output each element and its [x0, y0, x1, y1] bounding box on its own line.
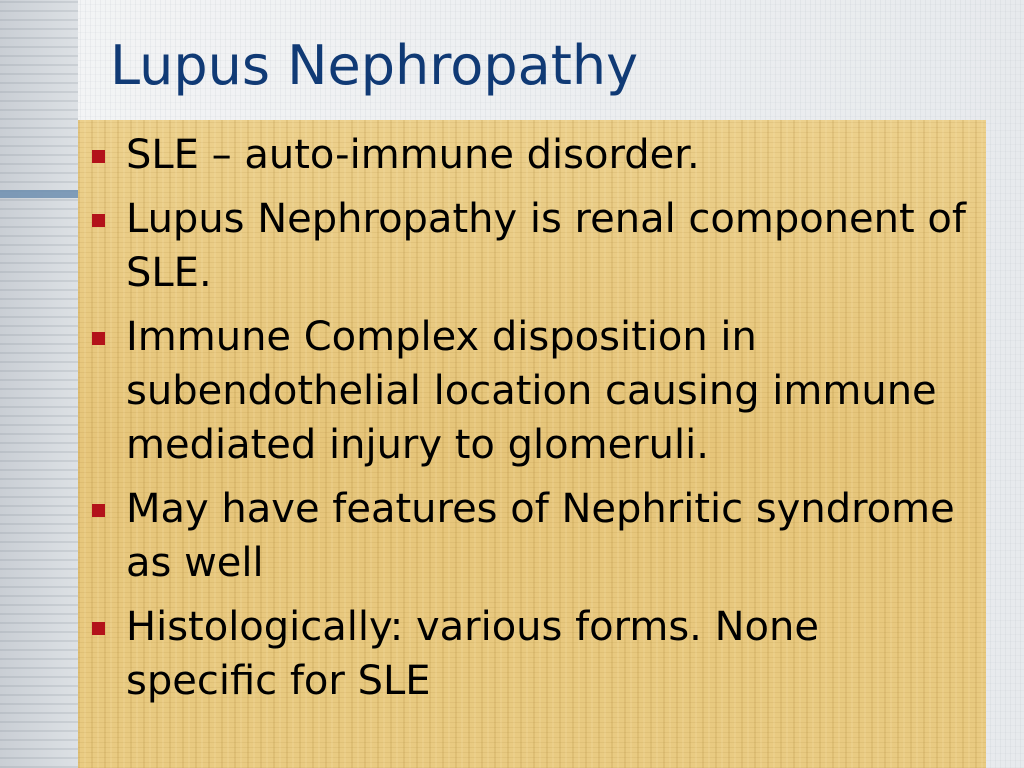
- square-bullet-icon: [92, 332, 105, 345]
- bullet-text: SLE – auto-immune disorder.: [126, 132, 700, 178]
- slide-title: Lupus Nephropathy: [110, 34, 639, 97]
- bullet-text: Histologically: various forms. None specific for SLE: [126, 604, 819, 704]
- left-decorative-strip: [0, 0, 78, 768]
- bullet-item: [90, 600, 970, 708]
- bullet-item: [90, 310, 970, 472]
- bullet-item: [90, 128, 970, 182]
- content-panel: [78, 120, 986, 768]
- accent-line: [0, 190, 80, 198]
- square-bullet-icon: [92, 150, 105, 163]
- square-bullet-icon: [92, 214, 105, 227]
- bullet-item: [90, 482, 970, 590]
- square-bullet-icon: [92, 504, 105, 517]
- square-bullet-icon: [92, 622, 105, 635]
- bullet-item: [90, 192, 970, 300]
- bullet-text: May have features of Nephritic syndrome as well: [126, 486, 955, 586]
- bullet-list: [90, 128, 970, 718]
- bullet-text: Immune Complex disposition in subendothelial location causing immune mediated injury to glomeruli.: [126, 314, 937, 468]
- bullet-text: Lupus Nephropathy is renal component of SLE.: [126, 196, 966, 296]
